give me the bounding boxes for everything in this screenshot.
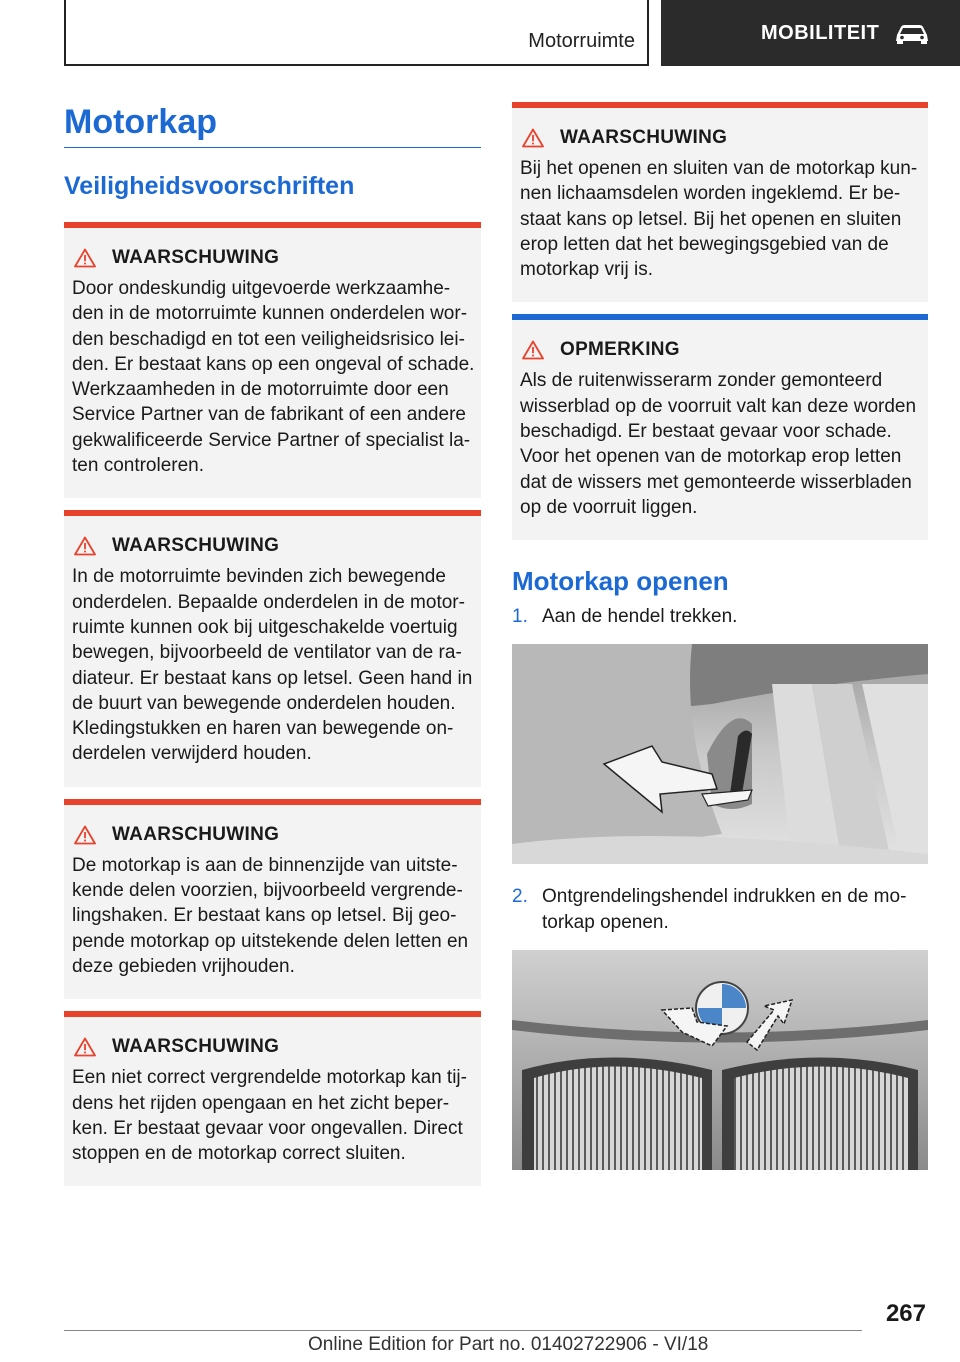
warning-box [512,102,928,302]
step-item [512,884,928,936]
right-column [512,102,928,1170]
step-text: Ontgrendelingshendel indrukken en de motorkap openen. [542,886,907,934]
note-box [512,314,928,540]
warning-label: WAARSCHUWING [112,1036,280,1058]
warning-label: WAARSCHUWING [112,247,280,268]
header-section-tab [64,0,649,66]
warning-triangle-icon [74,825,96,845]
header-section-title: Motorruimte [528,30,635,52]
left-column [64,100,481,1186]
warning-triangle-icon [74,248,96,268]
step-item [512,604,928,630]
warning-text: In de motorruimte bevinden zich bewegende onderdelen. Bepaalde onderdelen in de motorruimte kunnen ook bij uitgeschakelde voertuig bewegen, bijvoorbeeld de ventilator van de radiateur. Er bestaat kans op letsel. Geen hand in de buurt van bewegende onderdelen houden. Kledingstukken en haren van bewegende onderdelen verwijderd houden. [72,566,473,765]
warning-text: Door ondeskundig uitgevoerde werkzaamheden in de motorruimte kunnen onderdelen worden beschadigd en tot een veiligheidsrisico leiden. Er bestaat kans op een ongeval of schade. Werkzaamheden in de motorruimte door een Service Partner van de fabrikant of een andere gekwalificeerde Service Partner of specialist laten controleren. [72,278,475,477]
warning-text: Bij het openen en sluiten van de motorkap kunnen lichaamsdelen worden ingeklemd. Er bestaat kans op letsel. Bij het openen en sluiten erop letten dat het bewegingsgebied van de motorkap vrij is. [520,158,918,281]
warning-triangle-icon [522,340,544,360]
step-number: 1. [512,606,528,628]
warning-triangle-icon [74,536,96,556]
hood-opening-photo [512,950,928,1170]
warning-box [64,1011,481,1186]
footer-edition: Online Edition for Part no. 01402722906 - VI/18 [308,1334,709,1355]
warning-text: De motorkap is aan de binnenzijde van uitstekende delen voorzien, bijvoorbeeld vergrendelingshaken. Er bestaat kans op letsel. Bij geopende motorkap op uitstekende delen letten en deze gebieden vrijhouden. [72,854,469,977]
warning-text: Een niet correct vergrendelde motorkap kan tijdens het rijden opengaan en het zicht beperken. Er bestaat gevaar voor ongevallen. Direct stoppen en de motorkap correct sluiten. [72,1067,467,1165]
header-chapter-title: MOBILITEIT [761,21,880,44]
warning-label: WAARSCHUWING [112,535,280,557]
header-chapter-tab [661,0,960,66]
hood-release-lever-photo [512,644,928,864]
warning-box [64,222,481,498]
note-label: OPMERKING [560,339,680,361]
warning-triangle-icon [74,1037,96,1057]
warning-label: WAARSCHUWING [112,823,280,845]
warning-box [64,799,481,999]
warning-box [64,510,481,786]
warning-triangle-icon [522,128,544,148]
warning-label: WAARSCHUWING [560,127,728,148]
safety-subtitle: Veiligheidsvoorschriften [64,172,355,200]
page-title: Motorkap [64,103,217,141]
step-number: 2. [512,886,528,908]
step-text: Aan de hendel trekken. [542,606,738,628]
page-number: 267 [885,1300,926,1327]
open-section-title: Motorkap openen [512,566,729,597]
title-rule [64,147,481,148]
footer-rule [64,1330,862,1331]
car-icon [893,21,931,45]
note-text: Als de ruitenwisserarm zonder gemonteerd wisserblad op de voorruit valt kan deze worden beschadigd. Er bestaat gevaar voor schade. Voor het openen van de motorkap erop letten dat de wissers met gemonteerde wisserbladen op de voorruit liggen. [520,370,917,518]
